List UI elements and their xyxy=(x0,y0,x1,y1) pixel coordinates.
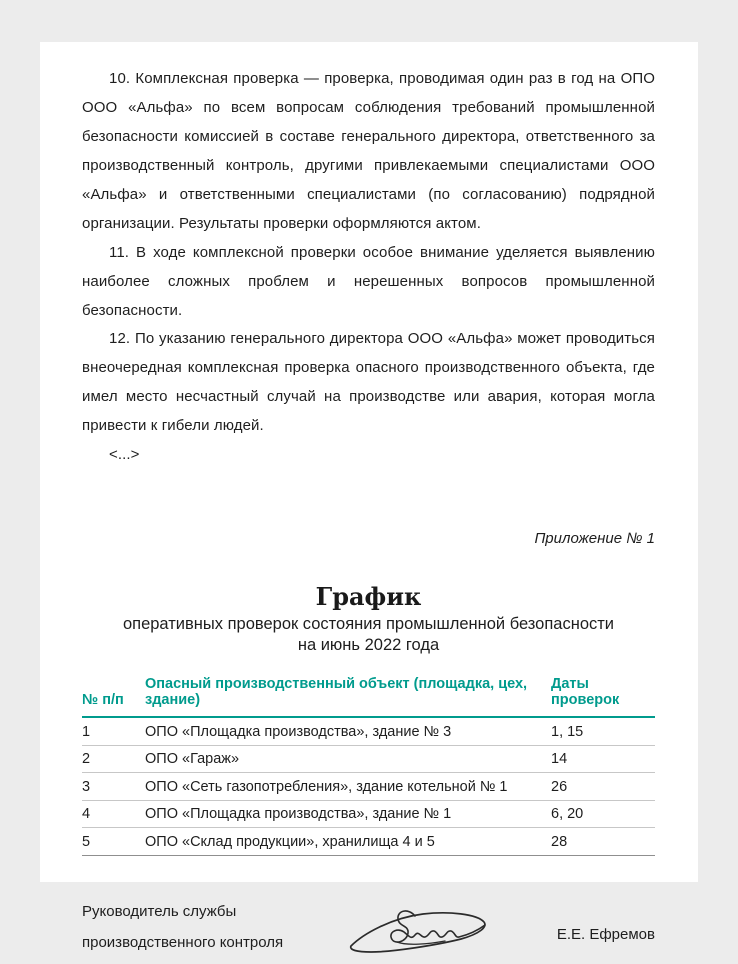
signatory-role xyxy=(82,896,283,959)
appendix-note: Приложение № 1 xyxy=(534,530,655,548)
handwritten-signature xyxy=(345,894,495,964)
schedule-title: График xyxy=(315,582,422,612)
cell-number: 4 xyxy=(82,806,91,822)
paragraph-12: 12. По указанию генерального директора ООО «Альфа» может проводиться внеочередная комплексная проверка опасного производственного объекта, где имел место несчастный случай на производстве или авария, которая могла привести к гибели людей. xyxy=(82,330,655,435)
omitted-text-marker: <...> xyxy=(109,446,140,464)
cell-dates: 28 xyxy=(551,833,568,850)
document-body-text xyxy=(82,65,655,470)
signature-block xyxy=(82,896,655,964)
schedule-subtitle xyxy=(82,614,655,658)
signatory-name: Е.Е. Ефремов xyxy=(556,925,655,943)
cell-number: 5 xyxy=(82,833,91,850)
schedule-title-block xyxy=(82,583,655,657)
cell-dates: 26 xyxy=(551,778,568,795)
document-page xyxy=(40,42,698,952)
cell-dates: 14 xyxy=(551,751,568,767)
table-row xyxy=(82,801,655,829)
cell-object: ОПО «Склад продукции», хранилища 4 и 5 xyxy=(145,833,435,850)
table-row xyxy=(82,718,655,746)
paragraph-11: 11. В ходе комплексной проверки особое внимание уделяется выявлению наиболее сложных проблем и нерешенных вопросов промышленной безопасности. xyxy=(82,243,655,319)
table-header-row xyxy=(82,676,655,718)
cell-number: 3 xyxy=(82,778,91,795)
cell-number: 1 xyxy=(82,723,91,740)
schedule-subtitle-line2: на июнь 2022 года xyxy=(297,636,440,655)
table-row xyxy=(82,773,655,801)
header-dates: Даты проверок xyxy=(551,676,620,709)
header-number: № п/п xyxy=(82,692,124,709)
cell-number: 2 xyxy=(82,751,91,767)
signatory-role-line2: производственного контроля xyxy=(82,934,284,952)
table-row xyxy=(82,746,655,774)
signatory-role-line1: Руководитель службы xyxy=(82,902,237,920)
cell-object: ОПО «Сеть газопотребления», здание котельной № 1 xyxy=(145,778,508,795)
inspection-schedule-table xyxy=(82,676,655,856)
cell-object: ОПО «Гараж» xyxy=(145,751,240,767)
cell-dates: 6, 20 xyxy=(551,806,584,822)
schedule-subtitle-line1: оперативных проверок состояния промышленной безопасности xyxy=(122,614,615,633)
table-row xyxy=(82,828,655,856)
header-object: Опасный производственный объект (площадка, цех, здание) xyxy=(145,676,528,709)
cell-dates: 1, 15 xyxy=(551,723,584,740)
cell-object: ОПО «Площадка производства», здание № 1 xyxy=(145,806,452,822)
paragraph-10: 10. Комплексная проверка — проверка, проводимая один раз в год на ОПО ООО «Альфа» по всем вопросам соблюдения требований промышленной безопасности комиссией в составе генерального директора, ответственного за производственный контроль, другими привлекаемыми специалистами ООО «Альфа» и ответственными специалистами (по согласованию) подрядной организации. Результаты проверки оформляются актом. xyxy=(82,70,655,232)
cell-object: ОПО «Площадка производства», здание № 3 xyxy=(145,723,452,740)
